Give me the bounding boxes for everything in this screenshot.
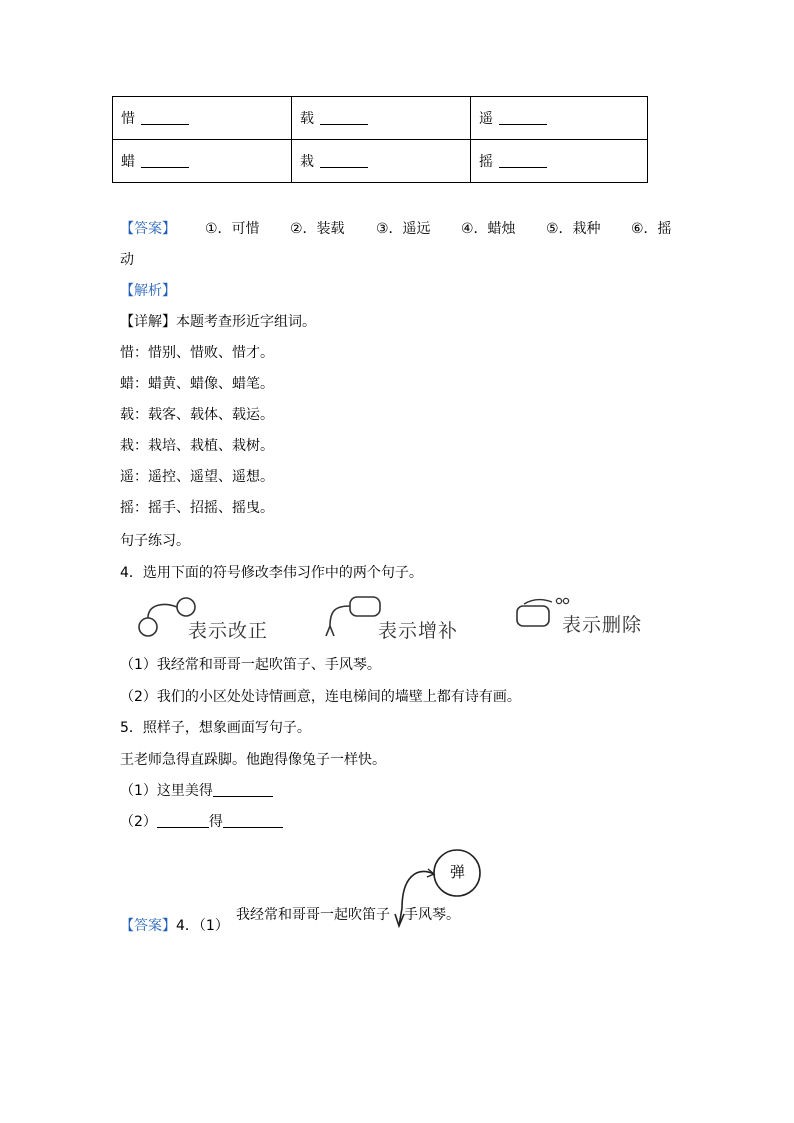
answer-item: ②．装载 [290,221,345,237]
blank-line [141,110,189,125]
answer-item: ①．可惜 [205,221,260,237]
table-cell: 载 [292,97,471,140]
word-table [112,96,648,183]
analysis-line: 摇：摇手、招摇、摇曳。 [120,500,274,516]
blank-line [320,110,368,125]
analysis-line: 惜：惜别、惜败、惜才。 [120,345,274,361]
q4-sentence-1: （1）我经常和哥哥一起吹笛子、手风琴。 [120,657,381,673]
analysis-line: 栽：栽培、栽植、栽树。 [120,438,274,454]
analysis-line: 载：载客、载体、载运。 [120,407,274,423]
blank-line [499,153,547,168]
blank-line [320,153,368,168]
q4-title: 4．选用下面的符号修改李伟习作中的两个句子。 [120,565,423,581]
answer2-tail: 手风琴。 [404,907,460,923]
table-cell: 惜 [113,97,292,140]
analysis-label: 【解析】 [120,283,176,299]
detail-line: 【详解】本题考查形近字组词。 [120,314,316,330]
answer2-line: 【答案】4．（1） [120,918,229,934]
analysis-line: 遥：遥控、遥望、遥想。 [120,469,274,485]
answer-item: ⑥．摇 [631,221,672,237]
answer-item: ④．蜡烛 [461,221,516,237]
table-cell: 栽 [292,140,471,183]
answer-item: ⑤．栽种 [546,221,601,237]
section-title: 句子练习。 [120,533,190,549]
answer2-sentence: 我经常和哥哥一起吹笛子 [236,907,390,923]
q4-sentence-2: （2）我们的小区处处诗情画意，连电梯间的墙壁上都有诗有画。 [120,689,521,705]
analysis-line: 蜡：蜡黄、蜡像、蜡笔。 [120,376,274,392]
symbol-label: 表示删除 [562,614,643,636]
blank-line [499,110,547,125]
q5-example: 王老师急得直跺脚。他跑得像兔子一样快。 [120,752,386,768]
table-row [113,140,648,183]
q5-item-2: （2） 得 [120,812,283,832]
symbol-label: 表示改正 [188,620,269,642]
q5-item-1: （1）这里美得 [120,781,273,801]
insert-char: 弹 [450,863,466,881]
answer-wrap: 动 [120,252,134,268]
table-row [113,97,648,140]
table-cell: 遥 [471,97,648,140]
q5-title: 5．照样子，想象画面写句子。 [120,720,311,736]
answer-item: ③．遥远 [376,221,431,237]
answer-label: 【答案】 [120,221,176,237]
blank-line [141,153,189,168]
insert-mark-icon [392,848,484,930]
symbol-label: 表示增补 [378,620,459,642]
table-cell: 蜡 [113,140,292,183]
table-cell: 摇 [471,140,648,183]
